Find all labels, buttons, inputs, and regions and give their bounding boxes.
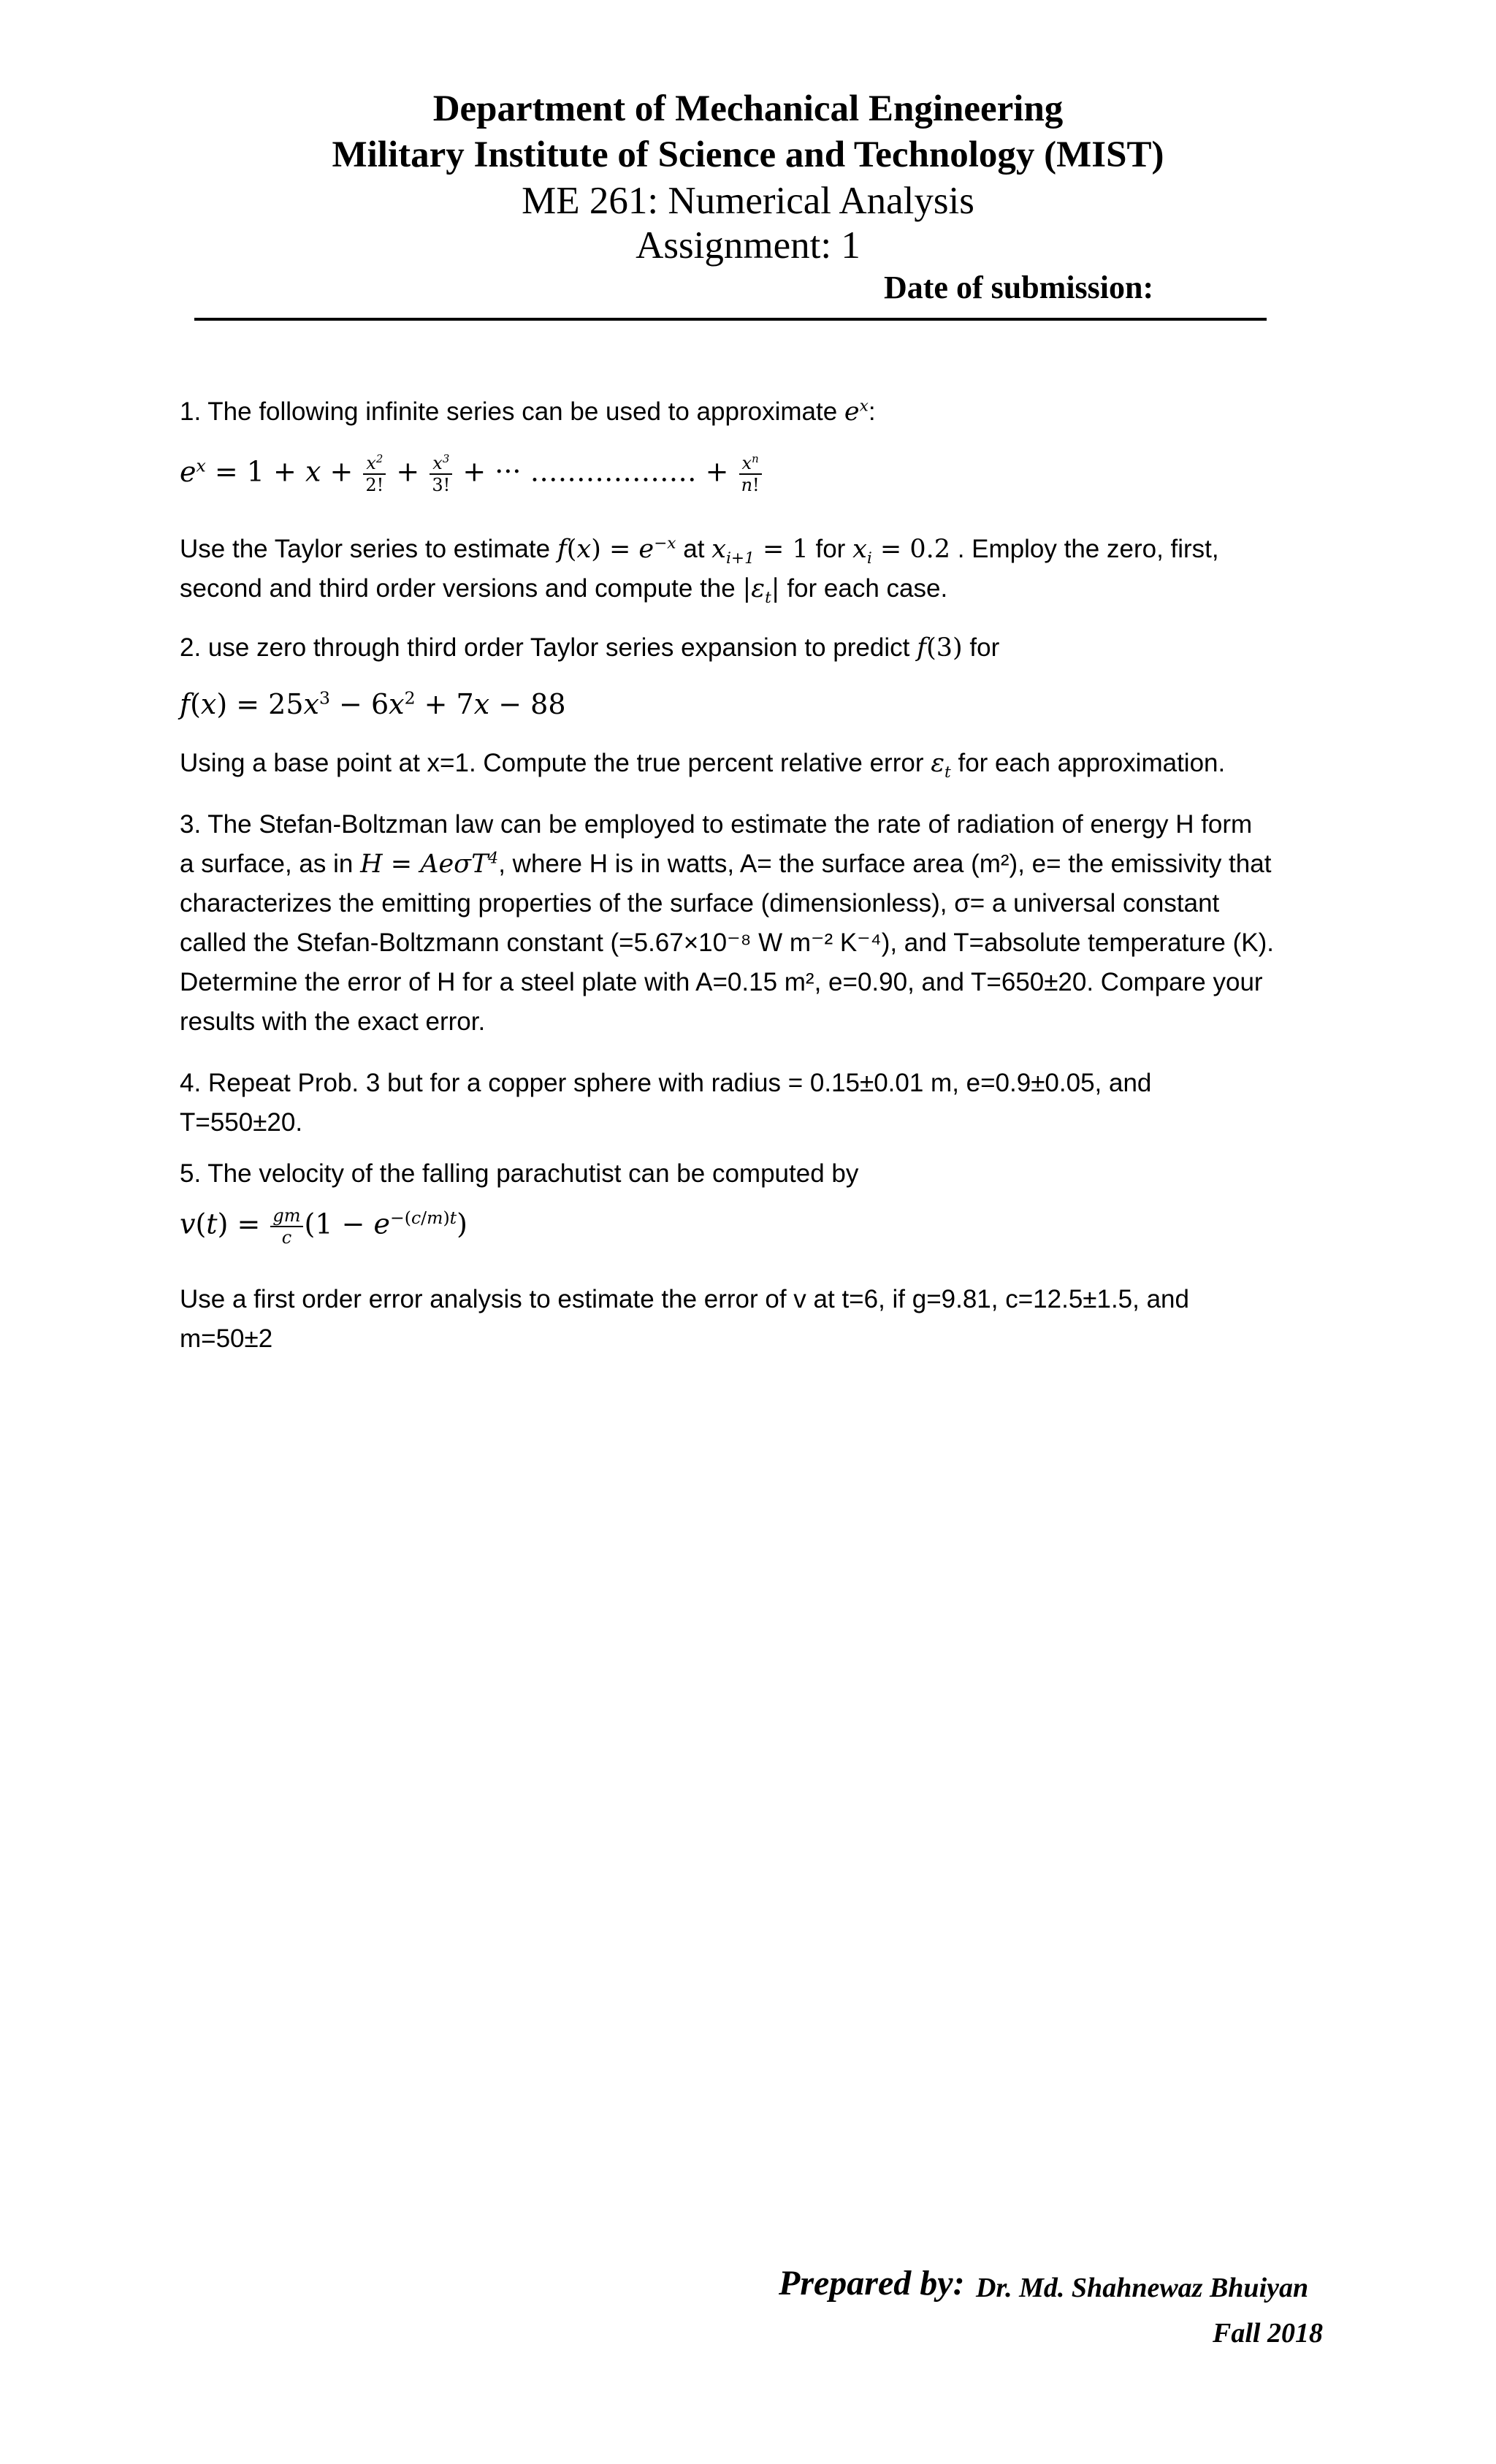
q2-intro: 2. use zero through third order Taylor series expansion to predict f(3) for — [180, 633, 1000, 663]
institute-title: Military Institute of Science and Technology (MIST) — [332, 134, 1164, 175]
q2-intro-for: for — [969, 633, 1000, 662]
q2-text-a: Using a base point at x=1. Compute the true percent relative error — [180, 749, 924, 777]
q1-text-c: for — [815, 535, 846, 563]
q5-velocity-equation: v(t) = $\frac{gm}{c}$ $(1 - e^{-(c/m)t})$ — [180, 1205, 468, 1248]
q3-line-5: Determine the error of H for a steel plate with A=0.15 m², e=0.90, and T=650±20. Compare your — [180, 968, 1263, 996]
q5-body — [180, 1280, 1334, 1359]
q5-line-1: Use a first order error analysis to estimate the error of v at t=6, if g=9.81, c=12.5±1.5, and — [180, 1285, 1189, 1313]
q3-body: 3. The Stefan-Boltzman law can be employed to estimate the rate of radiation of energy H form a surface, as in H = AeσT$^4$, where H is in watts, A= the surface area (m²), e= the emissivity that characterizes the emitting properties of the surface (dimensionless), σ= a universal constant called the Stefan-Boltzmann constant (=5.67×10⁻⁸ W m⁻² K⁻⁴), and T=absolute temperature (K). Determine the error of H for a steel plate with A=0.15 m², e=0.90, and T=650±20. Compare your results with the exact error. — [180, 805, 1334, 1042]
q5-intro — [180, 1154, 1334, 1194]
q2-text-b: for each approximation. — [958, 749, 1226, 777]
q2-function-equation: $f(x) = 25x^3 - 6x^2 + 7x - 88$ — [180, 687, 566, 720]
q1-intro-text: 1. The following infinite series can be used to approximate — [180, 397, 838, 426]
q3-line-1: 3. The Stefan-Boltzman law can be employed to estimate the rate of radiation of energy H form — [180, 810, 1253, 839]
q1-text-b: at — [683, 535, 705, 563]
department-title: Department of Mechanical Engineering — [432, 88, 1064, 129]
q3-line-2b: , where H is in watts, A= the surface area (m²), e= the emissivity that — [498, 850, 1272, 878]
q5-line-2: m=50±2 — [180, 1324, 273, 1353]
q3-line-6: results with the exact error. — [180, 1007, 486, 1036]
course-title: ME 261: Numerical Analysis — [522, 180, 974, 222]
q1-text-f: for each case. — [787, 574, 948, 603]
term-label: Fall 2018 — [1213, 2318, 1323, 2349]
q4-body — [180, 1064, 1334, 1143]
q1-intro: 1. The following infinite series can be used to approximate $e^x$: — [180, 397, 876, 427]
prepared-by-label: Prepared by: — [779, 2264, 965, 2303]
q1-series-equation: $e^x = 1 + x$ + $\frac{x^2}{2!}$ + $\frac{x^3}{3!}$ + ··· ……………… + $\frac{x^n}{n!}$ — [180, 453, 763, 495]
submission-date-label: Date of submission: — [884, 270, 1154, 305]
author-name: Dr. Md. Shahnewaz Bhuiyan — [976, 2273, 1309, 2303]
q1-text-e: second and third order versions and compute the — [180, 574, 736, 603]
q1-text-a: Use the Taylor series to estimate — [180, 535, 551, 563]
q1-body: Use the Taylor series to estimate $f(x) = e^{-x}$ at $x_{i+1} = 1$ for $x_i = 0.2$ . Employ the zero, first, second and third order versions and compute the $|\varepsilon_t|$ for each case. — [180, 534, 1219, 607]
assignment-number: Assignment: 1 — [636, 224, 860, 267]
q4-line-1: 4. Repeat Prob. 3 but for a copper sphere with radius = 0.15±0.01 m, e=0.9±0.05, and — [180, 1069, 1152, 1097]
q1-text-d: . Employ the zero, first, — [957, 535, 1219, 563]
header-divider — [194, 318, 1267, 321]
q2-intro-text: 2. use zero through third order Taylor series expansion to predict — [180, 633, 910, 662]
q4-line-2: T=550±20. — [180, 1108, 303, 1137]
q3-line-2a: a surface, as in — [180, 850, 354, 878]
q3-line-3: characterizes the emitting properties of the surface (dimensionless), σ= a universal constant — [180, 889, 1220, 918]
q2-body: Using a base point at x=1. Compute the true percent relative error $\varepsilon_t$ for each approximation. — [180, 749, 1226, 782]
q5-intro-text: 5. The velocity of the falling parachutist can be computed by — [180, 1159, 859, 1188]
q3-line-4: called the Stefan-Boltzmann constant (=5.67×10⁻⁸ W m⁻² K⁻⁴), and T=absolute temperature (K). — [180, 928, 1274, 957]
